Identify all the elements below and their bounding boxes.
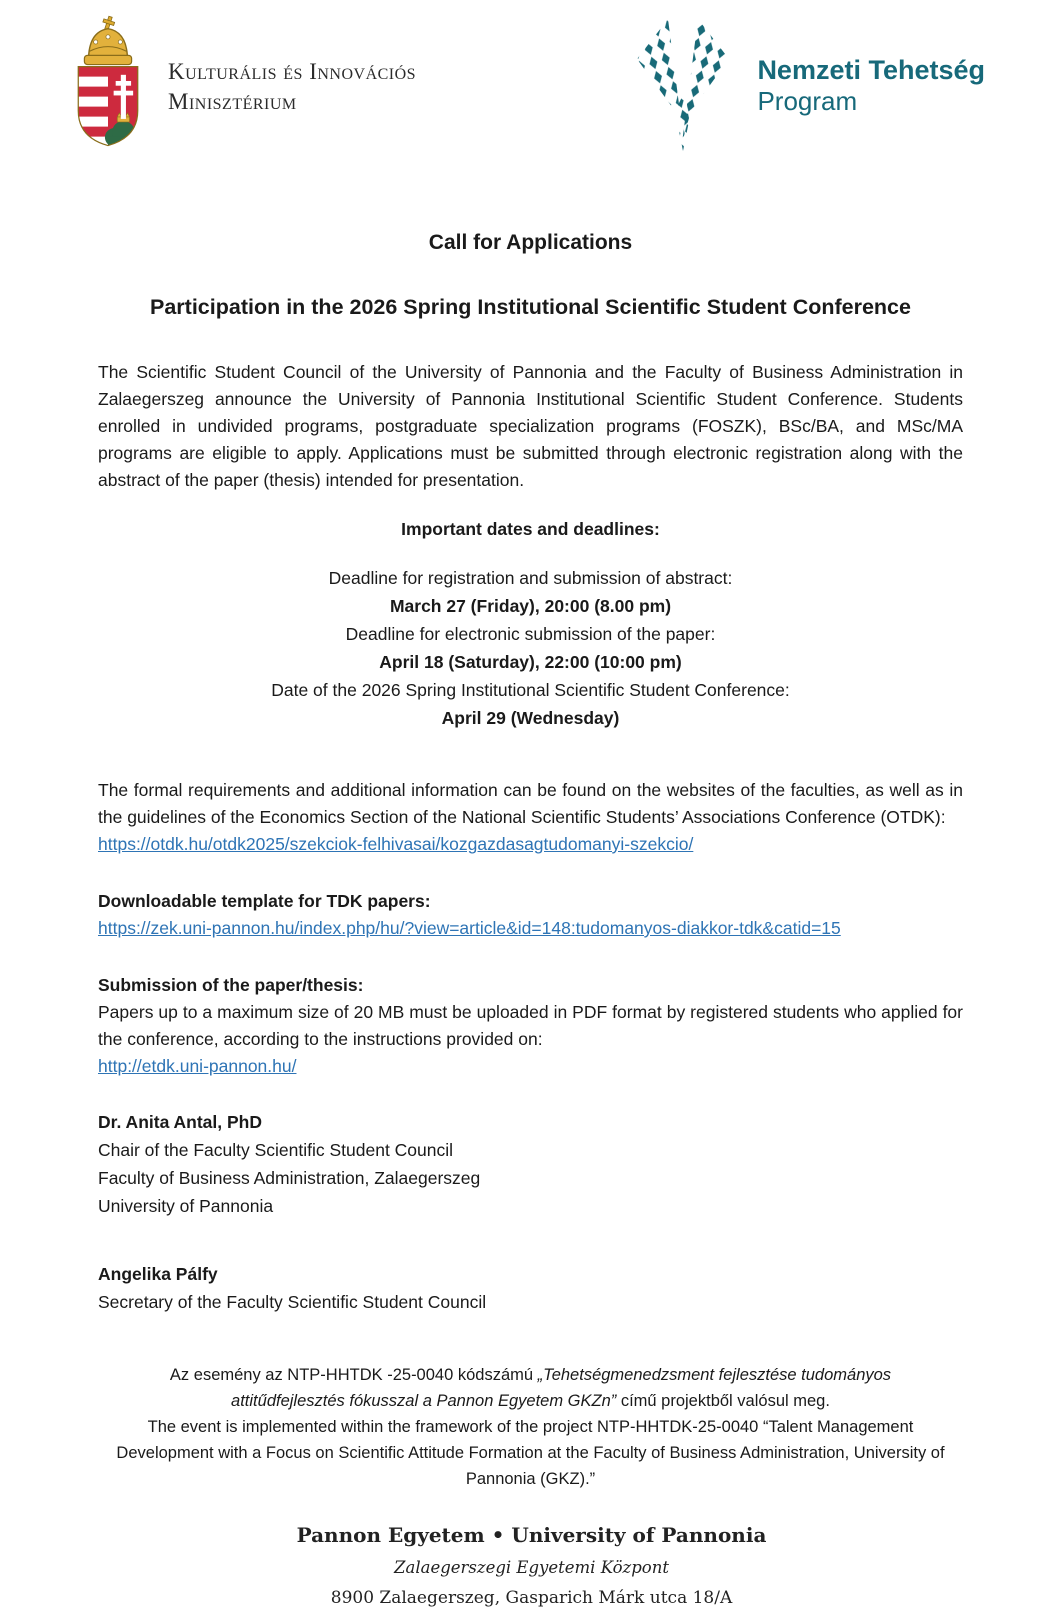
ministry-name-line1: Kulturális és Innovációs	[168, 59, 417, 84]
ntp-wordmark-line1: Nemzeti Tehetség	[757, 55, 985, 85]
project-note-hu-suffix: című projektből valósul meg.	[616, 1392, 830, 1410]
intro-paragraph: The Scientific Student Council of the University of Pannonia and the Faculty of Business Administration in Zalaegerszeg announce the University of Pannonia Institutional Scientific Student Conference. Students enrolled in undivided programs, postgraduate specialization programs (FOSZK), BSc/BA, and MSc/MA programs are eligible to apply. Applications must be submitted through electronic registration along with the abstract of the paper (thesis) intended for presentation.	[98, 362, 963, 490]
project-note-hu-prefix: Az esemény az NTP-HHTDK -25-0040 kódszámú	[169, 1366, 538, 1384]
document-footer	[0, 1522, 1063, 1610]
deadline-value: April 18 (Saturday), 22:00 (10:00 pm)	[379, 652, 682, 672]
signatory-name: Angelika Pálfy	[98, 1264, 218, 1284]
signatory-role: University of Pannonia	[98, 1196, 274, 1216]
submission-section	[98, 972, 963, 1080]
ntp-wordmark-line2: Program	[757, 86, 858, 117]
ntp-diamond-v-icon	[631, 15, 735, 160]
signatory-block-2	[98, 1260, 963, 1316]
deadline-value: March 27 (Friday), 20:00 (8.00 pm)	[389, 596, 672, 616]
page-subtitle: Participation in the 2026 Spring Institutional Scientific Student Conference	[150, 295, 911, 319]
project-note	[116, 1362, 946, 1492]
document-body	[0, 230, 1063, 1492]
deadline-label: Deadline for registration and submission of abstract:	[328, 568, 733, 588]
deadline-label: Date of the 2026 Spring Institutional Scientific Student Conference:	[271, 680, 790, 700]
etdk-link[interactable]: http://etdk.uni-pannon.hu/	[98, 1056, 297, 1076]
ntp-logo	[631, 15, 985, 160]
signatory-block-1	[98, 1108, 963, 1220]
requirements-paragraph: The formal requirements and additional information can be found on the websites of the faculties, as well as in the guidelines of the Economics Section of the National Scientific Students’ Associations Conference (OTDK):	[98, 780, 963, 827]
ministry-logo	[68, 15, 416, 154]
signatory-name: Dr. Anita Antal, PhD	[98, 1112, 262, 1132]
deadline-value: April 29 (Wednesday)	[441, 708, 620, 728]
header-logos	[0, 0, 1063, 160]
deadlines-heading: Important dates and deadlines:	[401, 519, 660, 539]
ministry-name	[168, 57, 416, 117]
footer-university-name: Pannon Egyetem • University of Pannonia	[296, 1523, 767, 1547]
ministry-name-line2: Minisztérium	[168, 88, 297, 114]
signatory-role: Faculty of Business Administration, Zalaegerszeg	[98, 1168, 481, 1188]
requirements-section	[98, 777, 963, 858]
footer-campus-name: Zalaegerszegi Egyetemi Központ	[394, 1558, 669, 1577]
page-title: Call for Applications	[428, 231, 633, 254]
signatory-role: Chair of the Faculty Scientific Student Council	[98, 1140, 454, 1160]
submission-heading: Submission of the paper/thesis:	[98, 975, 364, 995]
footer-address: 8900 Zalaegerszeg, Gasparich Márk utca 18/A	[330, 1588, 733, 1608]
hungarian-coat-of-arms-icon	[68, 15, 148, 154]
signatory-role: Secretary of the Faculty Scientific Student Council	[98, 1292, 487, 1312]
deadline-list	[98, 564, 963, 732]
otdk-link[interactable]: https://otdk.hu/otdk2025/szekciok-felhivasai/kozgazdasagtudomanyi-szekcio/	[98, 834, 694, 854]
template-link[interactable]: https://zek.uni-pannon.hu/index.php/hu/?view=article&id=148:tudomanyos-diakkor-tdk&catid=15	[98, 918, 841, 938]
submission-paragraph: Papers up to a maximum size of 20 MB must be uploaded in PDF format by registered students who applied for the conference, according to the instructions provided on:	[98, 1002, 963, 1049]
template-heading: Downloadable template for TDK papers:	[98, 891, 431, 911]
template-section	[98, 888, 963, 942]
project-note-hu-title: „Tehetségmenedzsment fejlesztése tudományos attitűdfejlesztés fókusszal a Pannon Egyetem GKZn”	[231, 1366, 892, 1410]
project-note-en: The event is implemented within the framework of the project NTP-HHTDK-25-0040 “Talent Management Development with a Focus on Scientific Attitude Formation at the Faculty of Business Administration, University of Pannonia (GKZ).”	[116, 1418, 945, 1488]
deadline-label: Deadline for electronic submission of the paper:	[345, 624, 716, 644]
ntp-wordmark	[757, 55, 985, 117]
